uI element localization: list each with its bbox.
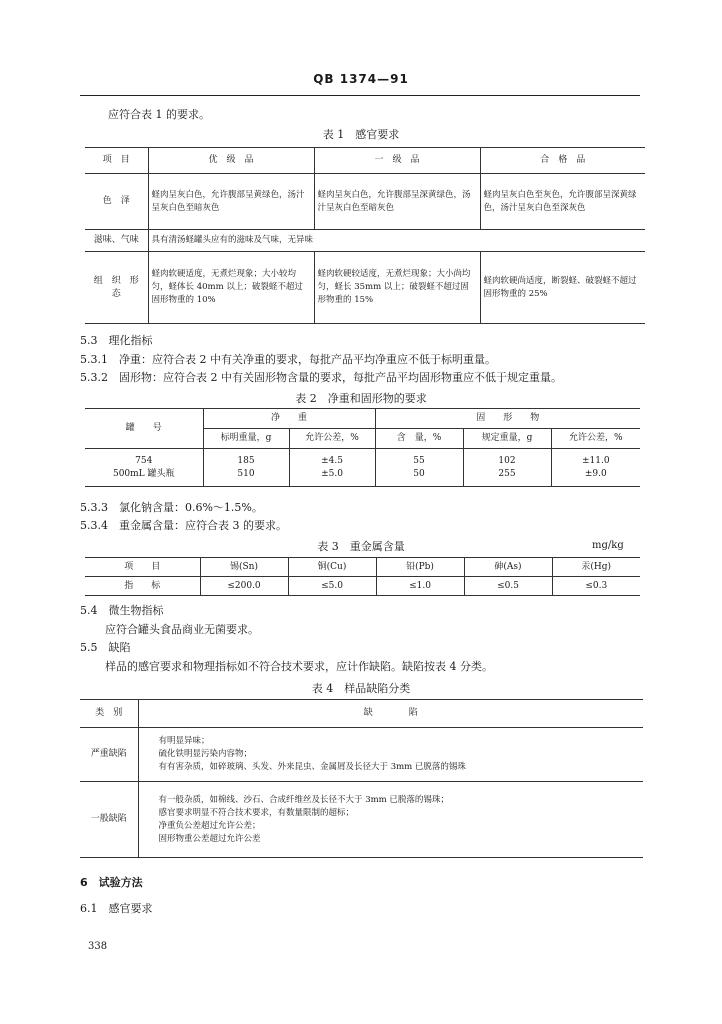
t2-solid-pct-1: 50 <box>413 468 425 479</box>
table3-caption: 表 3 重金属含量 <box>317 540 405 553</box>
t3-value-pb: ≤1.0 <box>376 577 464 596</box>
t4-severe-item: 有明显异味； <box>158 736 210 746</box>
t3-header-cu: 铜(Cu) <box>288 558 376 577</box>
t1-header-premium: 优 级 品 <box>148 148 314 174</box>
t4-severe-item: 有有害杂质，如碎玻璃、头发、外来昆虫、金属屑及长径大于 3mm 已脱落的锡珠 <box>158 762 466 772</box>
t2-net-tol-1: ±5.0 <box>321 468 343 479</box>
t4-general-item: 感官要求明显不符合技术要求，有数量限制的超标； <box>158 807 355 818</box>
t2-header-solid: 固 形 物 <box>375 409 640 429</box>
section-5-5-text: 样品的感官要求和物理指标如不符合技术要求，应计作缺陷。缺陷按表 4 分类。 <box>105 660 493 673</box>
t2-solid-w-1: 255 <box>498 468 516 479</box>
t2-solid-w-0: 102 <box>498 455 516 466</box>
table3-unit: mg/kg <box>592 540 624 551</box>
t1-row-texture-item: 组 织 形 态 <box>85 252 148 324</box>
t1-row-taste-item: 滋味、气味 <box>85 230 148 252</box>
section-5-5-title: 5.5 缺陷 <box>80 641 131 654</box>
t4-general-item: 净重负公差超过允许公差； <box>158 820 261 831</box>
t4-severe-item: 硫化铁明显污染内容物； <box>158 749 253 759</box>
t2-solid-pcts <box>375 449 463 487</box>
t3-value-hg: ≤0.3 <box>552 577 640 596</box>
t3-header-pb: 铅(Pb) <box>376 558 464 577</box>
t3-value-cu: ≤5.0 <box>288 577 376 596</box>
t1-row-color-item: 色 泽 <box>85 174 148 230</box>
t2-can-jar: 500mL 罐头瓶 <box>112 468 175 479</box>
t3-header-as: 砷(As) <box>464 558 552 577</box>
t2-header-can: 罐 号 <box>85 409 203 449</box>
table2-net-weight <box>85 408 640 487</box>
table2-caption: 表 2 净重和固形物的要求 <box>295 392 427 405</box>
table1-caption: 表 1 感官要求 <box>322 128 400 141</box>
t2-solid-pct-0: 55 <box>413 455 425 466</box>
t2-header-net: 净 重 <box>203 409 375 429</box>
t4-general-item: 有一般杂质，如棉线、沙石、合成纤维丝及长径不大于 3mm 已脱落的锡珠； <box>158 794 449 805</box>
t1-row-taste-merged: 具有清汤蛏罐头应有的滋味及气味，无异味 <box>148 230 645 252</box>
section-6-title: 6 试验方法 <box>80 876 143 889</box>
t2-solid-tol-1: ±9.0 <box>584 468 607 479</box>
t1-row-texture-first: 蛏肉软硬较适度，无煮烂现象；大小尚均匀，蛏长 35mm 以上；破裂蛏不超过固形物重的 15% <box>314 252 480 324</box>
t4-cat-general: 一般缺陷 <box>80 782 138 858</box>
intro-text: 应符合表 1 的要求。 <box>108 108 210 121</box>
t2-net-tols <box>289 449 375 487</box>
section-5-3-2: 5.3.2 固形物：应符合表 2 中有关固形物含量的要求，每批产品平均固形物重应不低于规定重量。 <box>80 371 562 384</box>
t4-header-defects: 缺 陷 <box>138 700 643 728</box>
t3-header-item: 项 目 <box>85 558 200 577</box>
standard-number-header: QB 1374—91 <box>313 72 409 86</box>
t1-row-color-first: 蛏肉呈灰白色，允许腹部呈深黄绿色，汤汁呈灰白色至暗灰色 <box>314 174 480 230</box>
section-5-3-title: 5.3 理化指标 <box>80 334 153 347</box>
t3-value-as: ≤0.5 <box>464 577 552 596</box>
t3-header-hg: 汞(Hg) <box>552 558 640 577</box>
t2-net-w-1: 510 <box>237 468 255 479</box>
t4-severe-list <box>138 728 643 782</box>
t2-net-tol-0: ±4.5 <box>321 455 343 466</box>
table4-defects <box>80 699 643 858</box>
t4-general-item: 固形物重公差超过允许公差 <box>158 833 261 844</box>
t2-net-w-0: 185 <box>237 455 255 466</box>
t1-header-qualified: 合 格 品 <box>480 148 645 174</box>
section-5-4-title: 5.4 微生物指标 <box>80 604 164 617</box>
t2-solid-tols <box>551 449 640 487</box>
table1-sensory <box>85 147 645 324</box>
table4-caption: 表 4 样品缺陷分类 <box>311 682 411 695</box>
page-number: 338 <box>88 941 108 952</box>
t3-value-sn: ≤200.0 <box>200 577 288 596</box>
t2-solid-tol-0: ±11.0 <box>581 455 610 466</box>
t2-sub-solid-tol: 允许公差，% <box>551 429 640 449</box>
t1-header-first: 一 级 品 <box>314 148 480 174</box>
t4-general-list <box>138 782 643 858</box>
t2-cans <box>85 449 203 487</box>
t2-sub-net-tol: 允许公差，% <box>289 429 375 449</box>
t3-row-label: 指 标 <box>85 577 200 596</box>
table3-heavy-metals <box>85 557 640 596</box>
t1-header-item: 项 目 <box>85 148 148 174</box>
t1-row-color-qualified: 蛏肉呈灰白色至灰色，允许腹部呈深黄绿色，汤汁呈灰白色至深灰色 <box>480 174 645 230</box>
t1-row-color-premium: 蛏肉呈灰白色，允许腹部呈黄绿色，汤汁呈灰白色至暗灰色 <box>148 174 314 230</box>
t2-can-754: 754 <box>135 455 153 466</box>
t3-header-sn: 锡(Sn) <box>200 558 288 577</box>
t4-header-category: 类 别 <box>80 700 138 728</box>
t2-sub-net-weight: 标明重量，g <box>203 429 289 449</box>
section-5-3-3: 5.3.3 氯化钠含量：0.6%～1.5%。 <box>80 501 263 514</box>
t2-solid-weights <box>463 449 551 487</box>
t2-net-weights <box>203 449 289 487</box>
t4-cat-severe: 严重缺陷 <box>80 728 138 782</box>
section-5-3-4: 5.3.4 重金属含量：应符合表 3 的要求。 <box>80 519 287 532</box>
t2-sub-solid-pct: 含 量，% <box>375 429 463 449</box>
header-rule <box>80 95 640 96</box>
section-5-3-1: 5.3.1 净重：应符合表 2 中有关净重的要求，每批产品平均净重应不低于标明重量。 <box>80 353 496 366</box>
section-6-1-title: 6.1 感官要求 <box>80 902 153 915</box>
section-5-4-text: 应符合罐头食品商业无菌要求。 <box>105 623 259 636</box>
t1-row-texture-qualified: 蛏肉软硬尚适度，断裂蛏、破裂蛏不超过固形物重的 25% <box>480 252 645 324</box>
t1-row-texture-premium: 蛏肉软硬适度，无煮烂现象；大小较均匀，蛏体长 40mm 以上；破裂蛏不超过固形物重的 10% <box>148 252 314 324</box>
t2-sub-solid-weight: 规定重量，g <box>463 429 551 449</box>
